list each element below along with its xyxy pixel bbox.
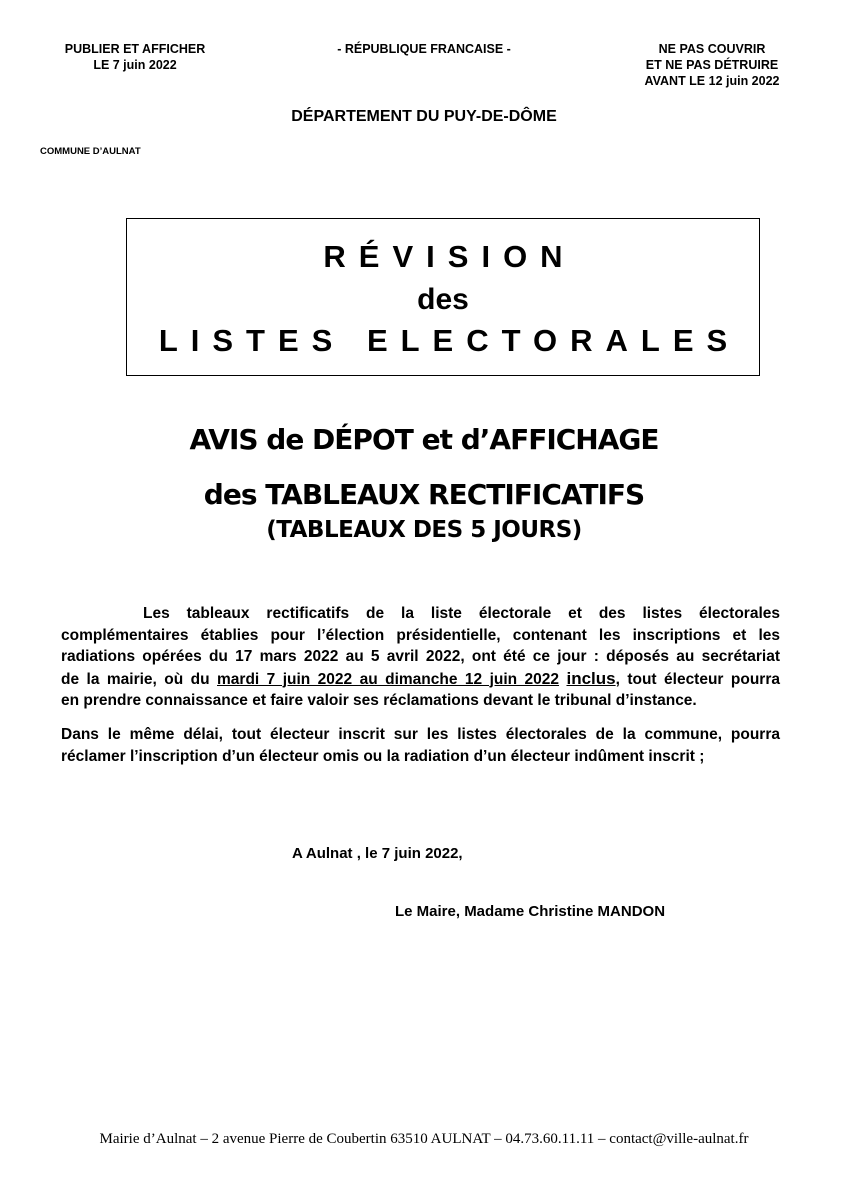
header-right-line2: ET NE PAS DÉTRUIRE — [645, 58, 779, 72]
title-revision: RÉVISION — [323, 239, 576, 274]
notice-title-line1: AVIS de DÉPOT et d’AFFICHAGE — [189, 423, 659, 456]
commune-label: COMMUNE D’AULNAT — [40, 146, 141, 157]
inclus-text: inclus — [566, 668, 616, 688]
header-right-line3: AVANT LE 12 juin 2022 — [644, 74, 780, 88]
paragraph-2-line1: Dans le même délai, tout électeur inscrit sur les listes électorales de la commune, pourra — [61, 726, 780, 743]
title-des: des — [417, 283, 469, 316]
header-center: - RÉPUBLIQUE FRANCAISE - — [337, 42, 511, 56]
paragraph-2 — [61, 724, 780, 767]
notice-title-line3: (TABLEAUX DES 5 JOURS) — [266, 517, 582, 543]
department-title: DÉPARTEMENT DU PUY-DE-DÔME — [291, 108, 557, 125]
footer-contact: Mairie d’Aulnat – 2 avenue Pierre de Coubertin 63510 AULNAT – 04.73.60.11.11 – contact@ville-aulnat.fr — [99, 1131, 749, 1147]
paragraph-1-line4 — [61, 668, 780, 691]
paragraph-1-line5: en prendre connaissance et faire valoir ses réclamations devant le tribunal d’instance. — [61, 692, 697, 709]
paragraph-2-line2: réclamer l’inscription d’un électeur omis ou la radiation d’un électeur indûment inscrit ; — [61, 747, 705, 765]
paragraph-1-line1: Les tableaux rectificatifs de la liste électorale et des listes électorales — [143, 605, 780, 622]
paragraph-1-line4-post: , tout électeur pourra — [615, 670, 780, 688]
place-date: A Aulnat , le 7 juin 2022, — [292, 845, 463, 862]
paragraph-1-line3: radiations opérées du 17 mars 2022 au 5 avril 2022, ont été ce jour : déposés au secrétariat — [61, 648, 780, 665]
header-right — [612, 41, 812, 89]
period-dates: mardi 7 juin 2022 au dimanche 12 juin 2022 — [217, 670, 560, 688]
header-left-line2: LE 7 juin 2022 — [93, 58, 177, 72]
paragraph-1-line2: complémentaires établies pour l’élection présidentielle, contenant les inscriptions et les — [61, 626, 780, 644]
title-listes-electorales: LISTES ELECTORALES — [158, 323, 741, 358]
paragraph-1 — [61, 603, 780, 712]
header-left — [40, 41, 230, 73]
header-right-line1: NE PAS COUVRIR — [658, 42, 766, 56]
notice-title-line2: des TABLEAUX RECTIFICATIFS — [203, 478, 645, 511]
title-box — [126, 218, 760, 376]
header-left-line1: PUBLIER ET AFFICHER — [64, 42, 206, 56]
signature: Le Maire, Madame Christine MANDON — [395, 903, 666, 920]
paragraph-1-line4-pre: de la mairie, où du — [61, 670, 218, 688]
